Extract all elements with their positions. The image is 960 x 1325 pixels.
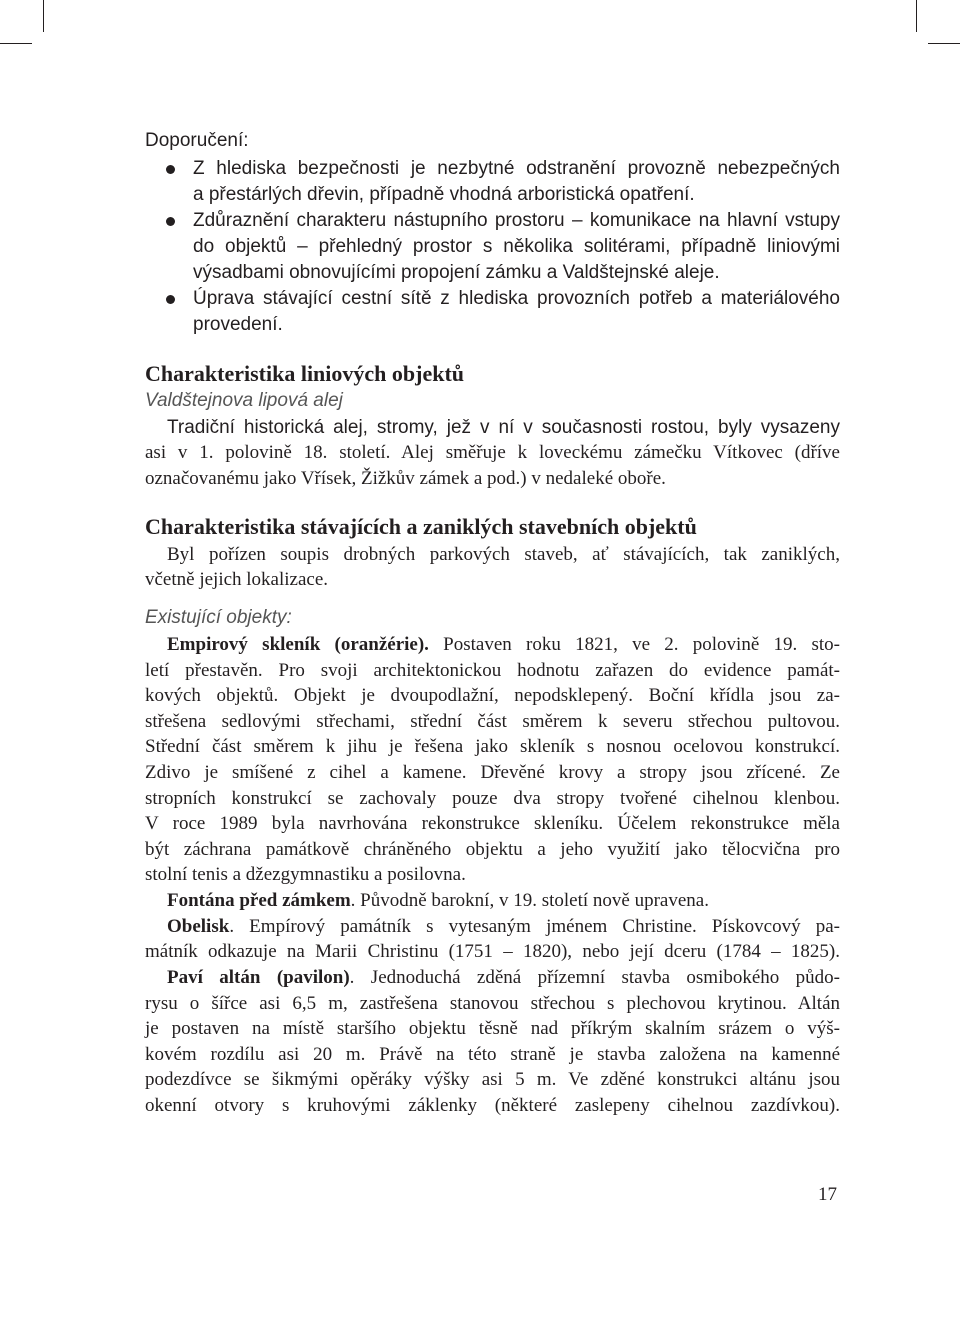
orangery-line-3: kových objektů. Objekt je dvoupodlažní, nepodsklepený. Boční křídla jsou za-: [145, 685, 840, 706]
orangery-line-2: letí přestavěn. Pro svoji architektonickou hodnotu zařazen do evidence památ-: [145, 660, 840, 681]
crop-mark-top-left-v: [43, 0, 44, 32]
section-title-buildings: Charakteristika stávajících a zaniklých stavebních objektů: [145, 514, 697, 539]
orangery-name: Empirový skleník (oranžérie).: [167, 634, 429, 655]
linear-line-2: asi v 1. polovině 18. století. Alej směřuje k loveckému zámečku Vítkovec (dříve: [145, 442, 840, 463]
bullet-3-line-1: Úprava stávající cestní sítě z hlediska provozních potřeb a materiálového: [193, 288, 840, 309]
linear-line-1: Tradiční historická alej, stromy, jež v ní v současnosti rostou, byly vysazeny: [167, 417, 840, 438]
pavilion-line-3: je postaven na místě staršího objektu těsně nad příkrým skalním srázem o výš-: [145, 1018, 840, 1039]
obelisk-line-1: [167, 914, 840, 940]
bullet-3-line-2: provedení.: [193, 314, 283, 335]
recommendations-heading: Doporučení:: [145, 130, 249, 151]
obelisk-text: . Empírový památník s vytesaným jménem Christine. Pískovcový pa-: [229, 916, 840, 937]
page-number: 17: [818, 1184, 837, 1205]
pavilion-line-4: kovém rozdílu asi 20 m. Právě na této straně je stavba založena na kamenné: [145, 1044, 840, 1065]
pavilion-line-6: okenní otvory s kruhovými záklenky (některé zaslepeny cihelnou zazdívkou).: [145, 1095, 840, 1116]
bullet-icon: [166, 217, 175, 226]
buildings-intro-line-2: včetně jejich lokalizace.: [145, 569, 329, 590]
buildings-intro-line-1: Byl pořízen soupis drobných parkových staveb, ať stávajících, tak zaniklých,: [167, 544, 840, 565]
bullet-1-line-1: Z hlediska bezpečnosti je nezbytné odstranění provozně nebezpečných: [193, 158, 840, 179]
section-title-linear: Charakteristika liniových objektů: [145, 361, 465, 386]
fountain-line: [167, 888, 709, 914]
orangery-line-8: V roce 1989 byla navrhována rekonstrukce skleníku. Účelem rekonstrukce měla: [145, 813, 840, 834]
obelisk-line-2: mátník odkazuje na Marii Christinu (1751 – 1820), nebo její dceru (1784 – 1825).: [145, 941, 840, 962]
orangery-line-9: být záchrana památkově chráněného objektu a jeho využití jako tělocvična pro: [145, 839, 840, 860]
existing-objects-label: Existující objekty:: [145, 607, 292, 628]
section-subtitle-alley: Valdštejnova lipová alej: [145, 390, 343, 411]
bullet-2-line-2: do objektů – přehledný prostor s několika solitérami, případně liniovými: [193, 236, 840, 257]
pavilion-line-5: podezdívce se šikmými opěráky výšky asi 5 m. Ve zděné konstrukci altánu jsou: [145, 1069, 840, 1090]
bullet-1-line-2: a přestárlých dřevin, případně vhodná arboristická opatření.: [193, 184, 695, 205]
fountain-text: . Původně barokní, v 19. století nově upravena.: [350, 890, 709, 911]
orangery-text: Postaven roku 1821, ve 2. polovině 19. sto-: [428, 634, 841, 655]
bullet-icon: [166, 295, 175, 304]
bullet-icon: [166, 165, 175, 174]
orangery-line-7: stropních konstrukcí se zachovaly pouze dva stropy tvořené cihelnou klenbou.: [145, 788, 840, 809]
crop-mark-top-left-h: [0, 43, 32, 44]
bullet-2-line-1: Zdůraznění charakteru nástupního prostoru – komunikace na hlavní vstupy: [193, 210, 840, 231]
fountain-name: Fontána před zámkem: [167, 890, 351, 911]
crop-mark-top-right-v: [916, 0, 917, 32]
crop-mark-top-right-h: [928, 43, 960, 44]
orangery-line-5: Střední část směrem k jihu je řešena jako skleník s nosnou ocelovou konstrukcí.: [145, 736, 840, 757]
pavilion-line-1: [167, 965, 840, 991]
orangery-line-6: Zdivo je smíšené z cihel a kamene. Dřevěné krovy a stropy jsou zřícené. Ze: [145, 762, 840, 783]
orangery-line-4: střešena sedlovými střechami, střední část směrem k severu střechou pultovou.: [145, 711, 840, 732]
orangery-line-1: [167, 632, 840, 658]
linear-line-3: označovanému jako Vřísek, Žižkův zámek a pod.) v nedaleké oboře.: [145, 468, 666, 489]
orangery-line-10: stolní tenis a džezgymnastiku a posilovna.: [145, 864, 466, 885]
pavilion-name: Paví altán (pavilon): [167, 967, 350, 988]
pavilion-text: . Jednoduchá zděná přízemní stavba osmibokého půdo-: [349, 967, 840, 988]
obelisk-name: Obelisk: [167, 916, 230, 937]
bullet-2-line-3: výsadbami obnovujícími propojení zámku a Valdštejnské aleje.: [193, 262, 720, 283]
pavilion-line-2: rysu o šířce asi 6,5 m, zastřešena stanovou střechou s plechovou krytinou. Altán: [145, 993, 840, 1014]
